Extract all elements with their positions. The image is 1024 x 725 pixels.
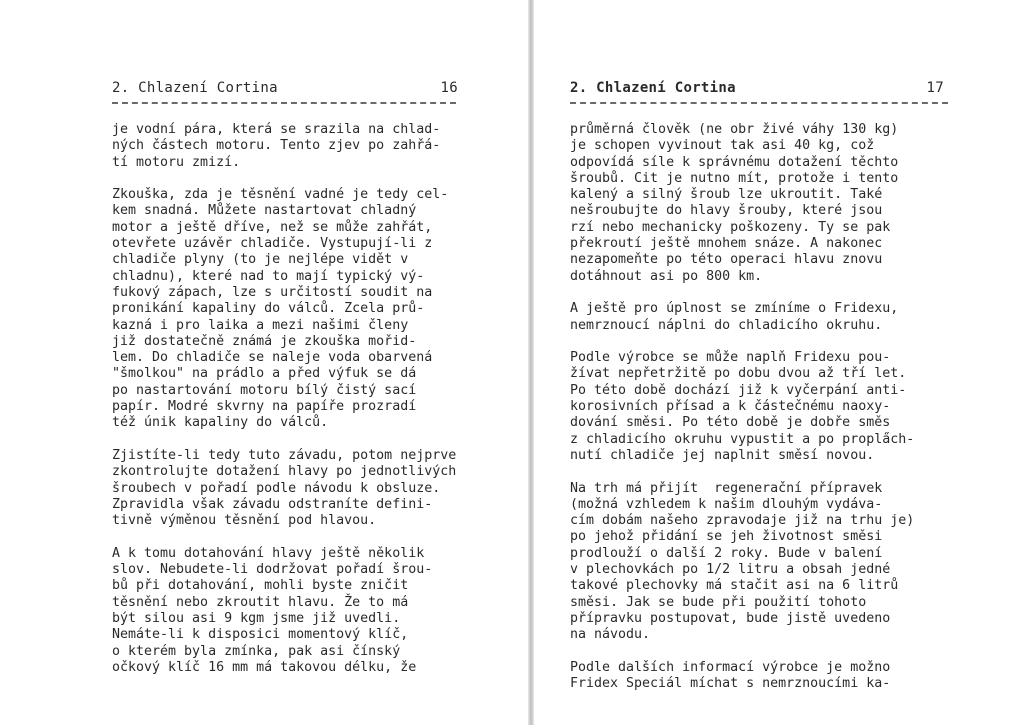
- text-line: nešroubujte do hlavy šrouby, které jsou: [570, 203, 883, 219]
- left-page-header: [112, 80, 458, 100]
- text-line: též únik kapaliny do válců.: [112, 415, 329, 431]
- text-line: (možná vzhledem k našim dlouhým vydáva-: [570, 496, 883, 512]
- paragraph: [570, 660, 914, 693]
- text-line: papír. Modré skvrny na papíře prozradí: [112, 399, 417, 415]
- text-line: kazná i pro laika a mezi našimi členy: [112, 317, 409, 333]
- text-line: fukový zápach, lze s určitostí soudit na: [112, 284, 433, 300]
- text-line: kem snadná. Můžete nastartovat chladný: [112, 203, 417, 219]
- right-page-body: [570, 122, 914, 692]
- left-header-rule: [112, 102, 456, 104]
- paragraph: [112, 546, 456, 676]
- text-line: Podle výrobce se může naplň Fridexu pou-: [570, 350, 891, 366]
- text-line: po nastartování motoru bílý čistý sací: [112, 382, 417, 398]
- text-line: lem. Do chladiče se naleje voda obarvená: [112, 350, 433, 366]
- text-line: překroutí ještě mnohem snáze. A nakonec: [570, 236, 883, 252]
- text-line: Nemáte-li k disposici momentový klíč,: [112, 627, 409, 643]
- text-line: již dostatečně známá je zkouška mořid-: [112, 333, 417, 349]
- text-line: chladiče plyny (to je nejlépe vidět v: [112, 252, 409, 268]
- paragraph: [570, 350, 914, 464]
- text-line: nutí chladiče jej naplnit směsí novou.: [570, 447, 875, 463]
- text-line: šroubů. Cit je nutno mít, protože i tento: [570, 170, 899, 186]
- left-page-number: 16: [440, 80, 458, 96]
- right-header-rule: [570, 102, 948, 104]
- text-line: A ještě pro úplnost se zmíníme o Fridexu,: [570, 301, 899, 317]
- text-line: dování směsi. Po této době je dobře směs: [570, 415, 891, 431]
- text-line: takové plechovky má stačit asi na 6 litrů: [570, 578, 899, 594]
- text-line: pronikání kapaliny do válců. Zcela prů-: [112, 301, 425, 317]
- text-line: v plechovkách po 1/2 litru a obsah jedné: [570, 562, 891, 578]
- text-line: těsnění nebo zkroutit hlavu. Že to má: [112, 594, 409, 610]
- paragraph: [570, 122, 914, 285]
- paragraph: [112, 187, 456, 431]
- left-header-title: 2. Chlazení Cortina: [112, 80, 278, 96]
- left-page-body: [112, 122, 456, 676]
- text-line: cím dobám našeho zpravodaje již na trhu je): [570, 513, 915, 529]
- text-line: rzí nebo mechanicky poškozeny. Ty se pak: [570, 219, 891, 235]
- text-line: Podle dalších informací výrobce je možno: [570, 659, 891, 675]
- right-header-title: 2. Chlazení Cortina: [570, 80, 736, 96]
- text-line: Fridex Speciál míchat s nemrznoucími ka-: [570, 676, 891, 692]
- text-line: slov. Nebudete-li dodržovat pořadí šrou-: [112, 562, 433, 578]
- text-line: je schopen vyvinout tak asi 40 kg, což: [570, 138, 875, 154]
- text-line: je vodní pára, která se srazila na chlad-: [112, 122, 441, 137]
- text-line: odpovídá síle k správnému dotažení těchto: [570, 154, 899, 170]
- text-line: směsi. Jak se bude při použití tohoto: [570, 594, 867, 610]
- text-line: očkový klíč 16 mm má takovou délku, že: [112, 659, 417, 675]
- text-line: Na trh má přijít regenerační přípravek: [570, 480, 883, 496]
- text-line: tivně výměnou těsnění pod hlavou.: [112, 513, 377, 529]
- text-line: o kterém byla zmínka, pak asi čínský: [112, 643, 401, 659]
- text-line: zkontrolujte dotažení hlavy po jednotlivých: [112, 464, 457, 480]
- text-line: bů při dotahování, mohli byste zničit: [112, 578, 409, 594]
- text-line: z chladicího okruhu vypustit a po propla̋ch-: [570, 431, 915, 447]
- text-line: tí motoru zmizí.: [112, 154, 241, 170]
- paragraph: [112, 448, 456, 529]
- text-line: Zkouška, zda je těsnění vadné je tedy cel-: [112, 187, 449, 203]
- right-page-header: [570, 80, 944, 100]
- text-line: Zjistíte-li tedy tuto závadu, potom nejprve: [112, 447, 457, 463]
- paragraph: [112, 122, 456, 171]
- text-line: být silou asi 9 kgm jsme již uvedli.: [112, 610, 401, 626]
- text-line: kalený a silný šroub lze ukroutit. Také: [570, 187, 883, 203]
- text-line: "šmolkou" na prádlo a před výfuk se dá: [112, 366, 417, 382]
- text-line: Po této době dochází již k vyčerpání anti-: [570, 382, 907, 398]
- paragraph: [570, 481, 914, 644]
- text-line: žívat nepřetržitě po dobu dvou až tří let.: [570, 366, 907, 382]
- text-line: Zpravidla však závadu odstraníte defini-: [112, 496, 433, 512]
- text-line: prodlouží o další 2 roky. Bude v balení: [570, 545, 883, 561]
- text-line: nemrznoucí náplni do chladicího okruhu.: [570, 317, 883, 333]
- right-page: [534, 0, 1024, 725]
- paragraph: [570, 301, 914, 334]
- text-line: dotáhnout asi po 800 km.: [570, 268, 763, 284]
- text-line: šroubech v pořadí podle návodu k obsluze.: [112, 480, 441, 496]
- text-line: nezapomeňte po této operaci hlavu znovu: [570, 252, 883, 268]
- text-line: korosivních přísad a k částečnému naoxy-: [570, 399, 891, 415]
- text-line: po jehož přidání se jeh životnost směsi: [570, 529, 883, 545]
- text-line: ných částech motoru. Tento zjev po zahřá-: [112, 138, 441, 154]
- text-line: přípravku postupovat, bude jistě uvedeno: [570, 610, 891, 626]
- text-line: motor a ještě dříve, než se může zahřát,: [112, 219, 433, 235]
- right-page-number: 17: [926, 80, 944, 96]
- text-line: A k tomu dotahování hlavy ještě několik: [112, 545, 425, 561]
- text-line: průměrná člověk (ne obr živé váhy 130 kg): [570, 122, 899, 137]
- text-line: otevřete uzávěr chladiče. Vystupují-li z: [112, 236, 433, 252]
- text-line: na návodu.: [570, 627, 651, 643]
- text-line: chladnu), které nad to mají typický vý-: [112, 268, 425, 284]
